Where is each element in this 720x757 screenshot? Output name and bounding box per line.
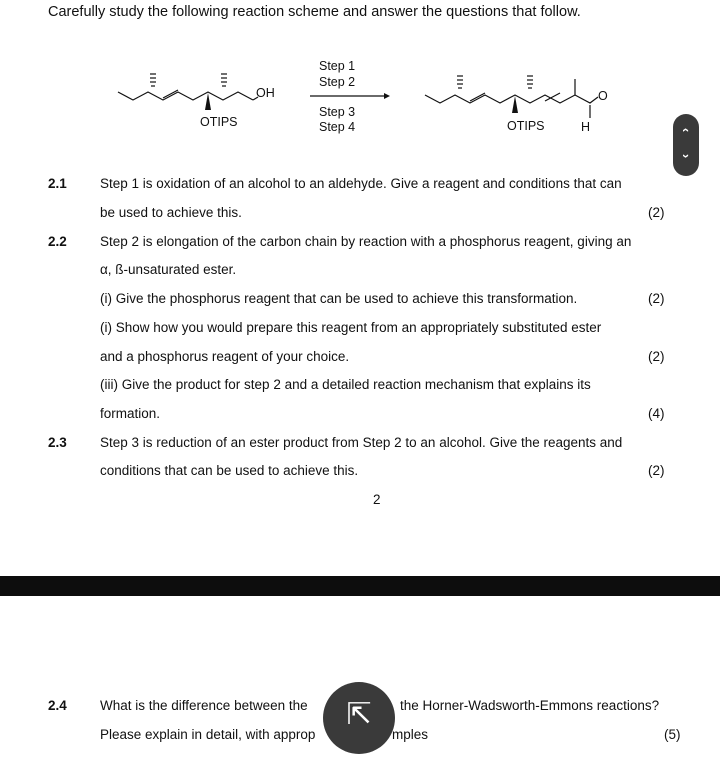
subquestion-text: (i) Give the phosphorus reagent that can be used to achieve this transformation. — [100, 291, 578, 306]
step1-label: Step 1 — [319, 59, 356, 73]
subquestion-text: (iii) Give the product for step 2 and a detailed reaction mechanism that explains its — [100, 377, 591, 392]
reactant-otips: OTIPS — [200, 115, 238, 129]
question-text: What is the difference between the — [100, 698, 308, 713]
question-text: the Horner-Wadsworth-Emmons reactions? — [400, 698, 660, 713]
reactant-hashed-methyls — [150, 74, 227, 86]
step3-label: Step 3 — [319, 105, 356, 119]
question-number: 2.3 — [48, 435, 67, 450]
question-number: 2.1 — [48, 176, 67, 191]
marks-label: (4) — [648, 406, 665, 421]
marks-label: (2) — [648, 291, 665, 306]
product-hashed-methyls — [457, 76, 533, 88]
scroll-top-icon: ⇱ — [346, 698, 372, 731]
subquestion-text: (i) Show how you would prepare this reagent from an appropriately substituted ester — [100, 320, 602, 335]
question-text: Step 1 is oxidation of an alcohol to an aldehyde. Give a reagent and conditions that can — [100, 176, 622, 191]
product-otips: OTIPS — [507, 119, 545, 133]
marks-label: (2) — [648, 205, 665, 220]
marks-label: (2) — [648, 463, 665, 478]
reactant-wedge — [205, 93, 211, 110]
question-number: 2.2 — [48, 234, 67, 249]
product-wedge — [512, 96, 518, 113]
question-text: be used to achieve this. — [100, 205, 242, 220]
chevron-down-icon[interactable]: › — [679, 153, 694, 159]
page-divider — [0, 576, 720, 596]
step4-label: Step 4 — [319, 120, 356, 134]
subquestion-text: and a phosphorus reagent of your choice. — [100, 349, 350, 364]
page-number: 2 — [373, 492, 381, 507]
product-h: H — [581, 120, 591, 134]
intro-text: Carefully study the following reaction scheme and answer the questions that follow. — [48, 4, 581, 20]
question-text: mples — [392, 727, 429, 742]
question-text: Step 2 is elongation of the carbon chain by reaction with a phosphorus reagent, giving an — [100, 234, 632, 249]
side-navigation[interactable] — [673, 114, 699, 176]
marks-label: (5) — [664, 727, 681, 742]
reactant-oh: OH — [256, 86, 275, 100]
scroll-to-top-button[interactable] — [323, 682, 395, 754]
chevron-up-icon[interactable]: ‹ — [679, 127, 694, 133]
reactant-structure — [118, 90, 258, 100]
arrow-head — [384, 93, 390, 99]
reaction-scheme — [0, 40, 720, 150]
question-text: Step 3 is reduction of an ester product from Step 2 to an alcohol. Give the reagents and — [100, 435, 623, 450]
question-text: α, ß-unsaturated ester. — [100, 262, 237, 277]
marks-label: (2) — [648, 349, 665, 364]
question-number: 2.4 — [48, 698, 67, 713]
subquestion-text: formation. — [100, 406, 161, 421]
product-structure — [425, 79, 598, 118]
question-text: Please explain in detail, with approp — [100, 727, 316, 742]
question-text: conditions that can be used to achieve this. — [100, 463, 359, 478]
product-o: O — [598, 89, 608, 103]
step2-label: Step 2 — [319, 75, 356, 89]
